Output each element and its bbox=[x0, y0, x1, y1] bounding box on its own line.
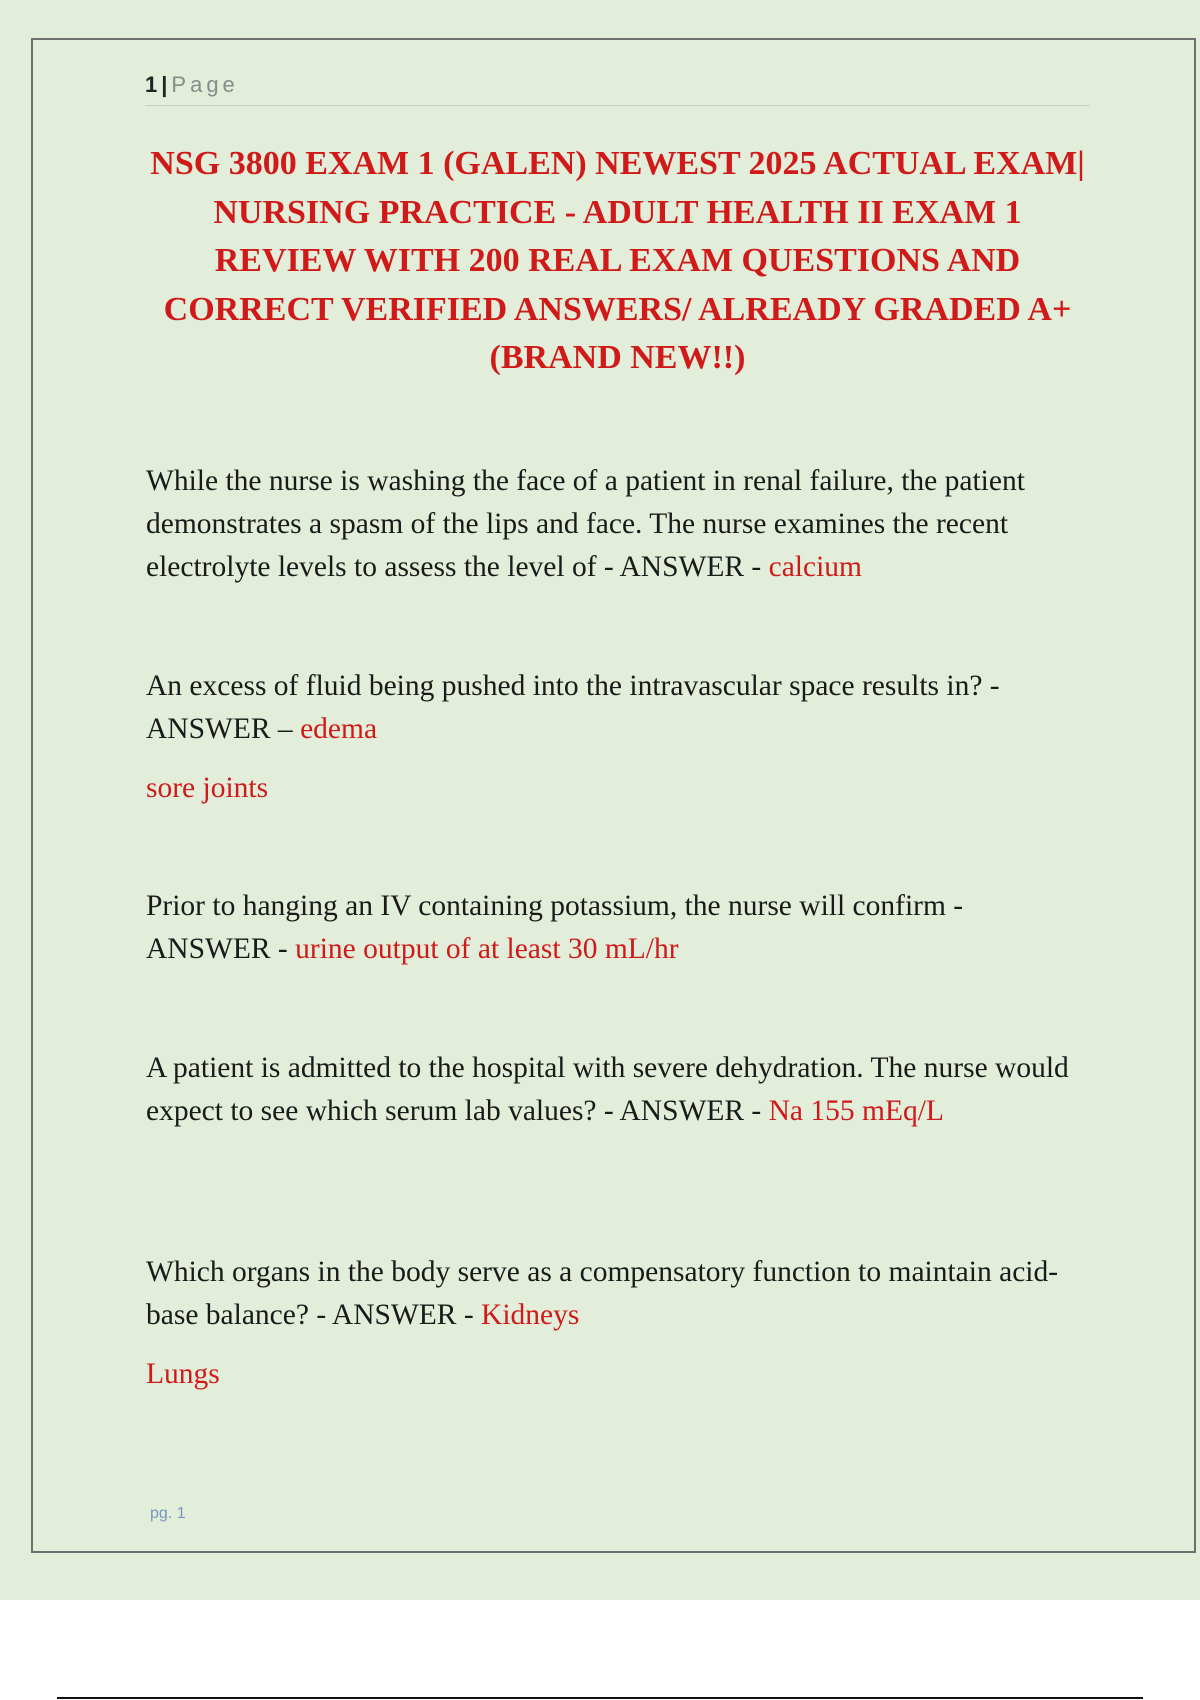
answer-extra-line: sore joints bbox=[146, 772, 269, 804]
answer-text: Na 155 mEq/L bbox=[768, 1095, 944, 1127]
answer-text: calcium bbox=[768, 551, 862, 583]
question-5 bbox=[146, 1251, 1091, 1337]
answer-extra-line: Lungs bbox=[146, 1358, 220, 1390]
question-3 bbox=[146, 885, 1091, 971]
document-title: NSG 3800 EXAM 1 (GALEN) NEWEST 2025 ACTUAL EXAM| NURSING PRACTICE - ADULT HEALTH II EXAM 1 REVIEW WITH 200 REAL EXAM QUESTIONS AND CORRECT VERIFIED ANSWERS/ ALREADY GRADED A+ (BRAND NEW!!) bbox=[150, 145, 1085, 376]
question-text: A patient is admitted to the hospital with severe dehydration. The nurse would expect to see which serum lab values? - ANSWER - bbox=[146, 1052, 1069, 1127]
answer-text: urine output of at least 30 mL/hr bbox=[295, 933, 679, 965]
answer-text: Kidneys bbox=[481, 1299, 580, 1331]
header-page-word: Page bbox=[171, 72, 239, 97]
question-text: An excess of fluid being pushed into the intravascular space results in? - ANSWER – bbox=[146, 670, 1000, 745]
question-text: While the nurse is washing the face of a patient in renal failure, the patient demonstrates a spasm of the lips and face. The nurse examines the recent electrolyte levels to assess the level of - ANSWER - bbox=[146, 465, 1025, 583]
question-text: Prior to hanging an IV containing potassium, the nurse will confirm - ANSWER - bbox=[146, 890, 964, 965]
header-separator: | bbox=[161, 72, 168, 97]
page-header bbox=[145, 72, 1090, 106]
question-1 bbox=[146, 460, 1091, 589]
answer-text: edema bbox=[300, 713, 378, 745]
bottom-divider bbox=[57, 1697, 1143, 1699]
header-page-number: 1 bbox=[145, 72, 158, 97]
question-2 bbox=[146, 665, 1091, 751]
footer-page-label: pg. 1 bbox=[150, 1505, 186, 1522]
question-4 bbox=[146, 1047, 1091, 1133]
question-text: Which organs in the body serve as a compensatory function to maintain acid-base balance? - ANSWER - bbox=[146, 1256, 1059, 1331]
